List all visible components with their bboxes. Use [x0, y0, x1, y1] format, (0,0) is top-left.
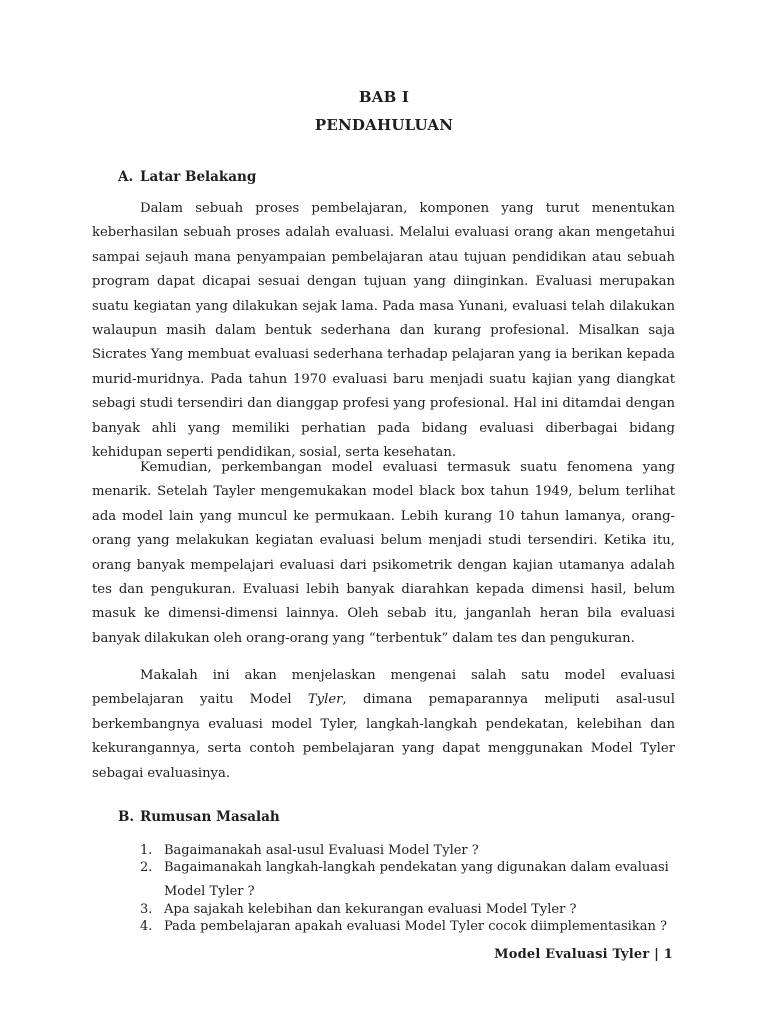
list-item [140, 919, 680, 934]
paragraph-1: Dalam sebuah proses pembelajaran, komponen yang turut menentukan keberhasilan sebuah proses adalah evaluasi. Melalui evaluasi orang akan mengetahui sampai sejauh mana penyampaian pembelajaran atau tujuan pendidikan atau sebuah program dapat dicapai sesuai dengan tujuan yang diinginkan. Evaluasi merupakan suatu kegiatan yang dilakukan sejak lama. Pada masa Yunani, evaluasi telah dilakukan walaupun masih dalam bentuk sederhana dan kurang profesional. Misalkan saja Sicrates Yang membuat evaluasi sederhana terhadap pelajaran yang ia berikan kepada murid-muridnya. Pada tahun 1970 evaluasi baru menjadi suatu kajian yang diangkat sebagi studi tersendiri dan dianggap profesi yang profesional. Hal ini ditamdai dengan banyak ahli yang memiliki perhatian pada bidang evaluasi diberbagai bidang kehidupan seperti pendidikan, sosial, serta kesehatan. [92, 201, 675, 461]
list-item-number: 1. [140, 843, 153, 858]
list-item [140, 843, 680, 858]
list-item-text: Apa sajakah kelebihan dan kekurangan evaluasi Model Tyler ? [164, 902, 577, 917]
list-item-text: Bagaimanakah langkah-langkah pendekatan yang digunakan dalam evaluasi [164, 860, 669, 875]
list-item-number: 4. [140, 919, 153, 934]
section-a-heading [118, 169, 256, 185]
paragraph-2: Kemudian, perkembangan model evaluasi termasuk suatu fenomena yang menarik. Setelah Tayler mengemukakan model black box tahun 1949, belum terlihat ada model lain yang muncul ke permukaan. Lebih kurang 10 tahun lamanya, orang-orang yang melakukan kegiatan evaluasi belum menjadi studi tersendiri. Ketika itu, orang banyak mempelajari evaluasi dari psikometrik dengan kajian utamanya adalah tes dan pengukuran. Evaluasi lebih banyak diarahkan kepada dimensi hasil, belum masuk ke dimensi-dimensi lainnya. Oleh sebab itu, janganlah heran bila evaluasi banyak dilakukan oleh orang-orang yang “terbentuk” dalam tes dan pengukuran. [92, 460, 675, 646]
section-a-title: Latar Belakang [140, 169, 257, 185]
list-item-text: Pada pembelajaran apakah evaluasi Model Tyler cocok diimplementasikan ? [164, 919, 667, 934]
section-a-letter: A. [118, 169, 134, 185]
chapter-title: PENDAHULUAN [314, 116, 454, 134]
list-item [140, 902, 680, 917]
list-item-text-continued: Model Tyler ? [164, 884, 255, 899]
section-b-letter: B. [118, 809, 135, 825]
section-b-heading [118, 809, 280, 825]
paragraph-3-italic-tyler: Tyler [307, 692, 343, 708]
list-item [140, 860, 680, 899]
list-item-text: Bagaimanakah asal-usul Evaluasi Model Tyler ? [164, 843, 479, 858]
page-footer: Model Evaluasi Tyler | 1 [494, 947, 673, 962]
section-b-title: Rumusan Masalah [140, 809, 280, 825]
paragraph-3-text-end: , dimana pemaparannya meliputi asal-usul berkembangnya evaluasi model Tyler, langkah-langkah pendekatan, kelebihan dan kekurangannya, serta contoh pembelajaran yang dapat menggunakan Model Tyler sebagai evaluasinya. [92, 692, 675, 781]
list-item-number: 3. [140, 902, 153, 917]
list-item-number: 2. [140, 860, 153, 875]
chapter-number: BAB I [358, 88, 410, 106]
paragraph-3-text-start: Makalah ini akan menjelaskan mengenai salah satu model evaluasi pembelajaran yaitu Model [92, 668, 675, 708]
paragraph-3 [92, 664, 675, 786]
